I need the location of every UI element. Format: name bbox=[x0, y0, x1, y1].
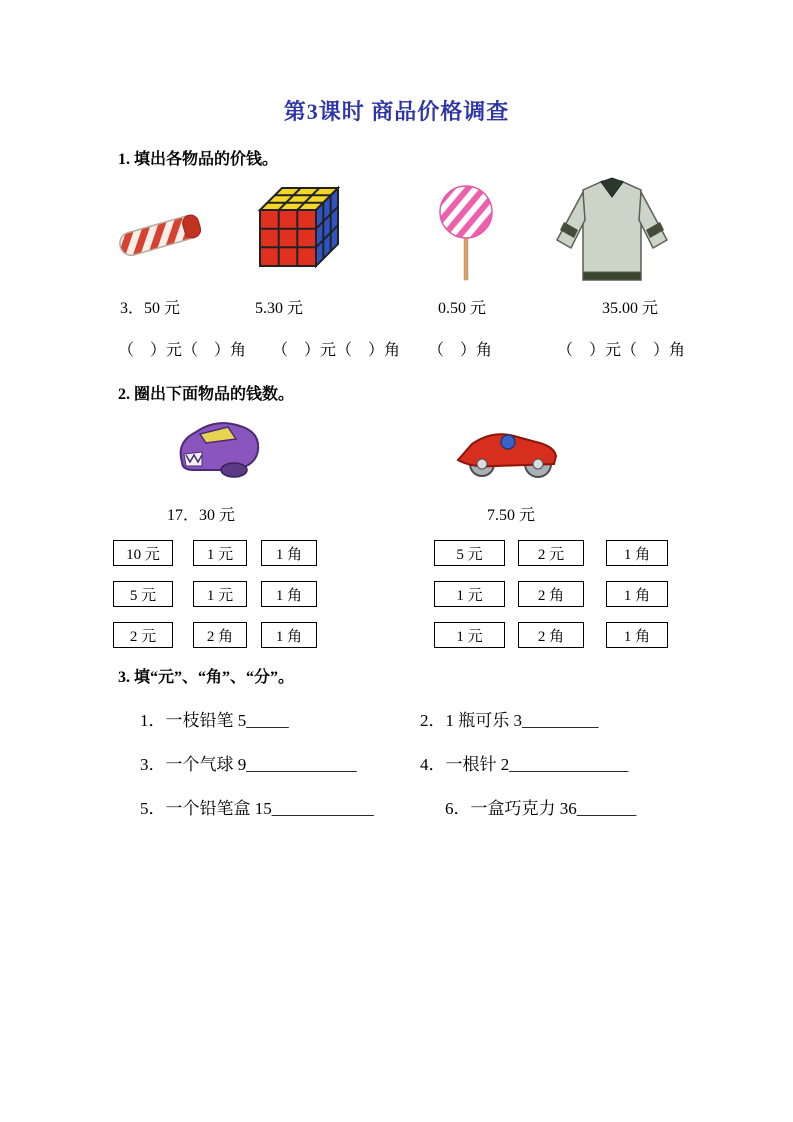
money-option-box: 2 角 bbox=[193, 622, 247, 648]
fill-item-blank: _____________ bbox=[246, 755, 357, 774]
fill-item-text: 4．一根针 2 bbox=[420, 755, 510, 774]
fill-item bbox=[140, 706, 289, 731]
money-option-box: 1 元 bbox=[434, 622, 505, 648]
item-price: 0.50 元 bbox=[438, 300, 487, 317]
rubiks-cube-image bbox=[248, 176, 340, 276]
money-option-box: 1 角 bbox=[606, 540, 668, 566]
item-price: 3．50 元 bbox=[120, 300, 181, 317]
fill-item-text: 1．一枝铅笔 5 bbox=[140, 711, 247, 730]
answer-blanks: （ ）角 bbox=[428, 342, 493, 359]
answer-blanks: （ ）元（ ）角 bbox=[557, 342, 686, 359]
money-option-box: 1 角 bbox=[261, 540, 317, 566]
answer-blanks: （ ）元（ ）角 bbox=[118, 342, 247, 359]
section2-heading: 2. 圈出下面物品的钱数。 bbox=[118, 386, 295, 403]
money-option-box: 1 角 bbox=[606, 622, 668, 648]
money-option-box: 1 元 bbox=[193, 540, 247, 566]
fill-item-blank: _________ bbox=[522, 711, 599, 730]
fill-item-blank: _______ bbox=[576, 799, 637, 818]
toy-race-car-image bbox=[452, 420, 564, 482]
fill-item-text: 5．一个铅笔盒 15 bbox=[140, 799, 272, 818]
item-price: 5.30 元 bbox=[255, 300, 304, 317]
fill-item-blank: _____ bbox=[246, 711, 289, 730]
money-option-box: 5 元 bbox=[113, 581, 173, 607]
fill-item-text: 6．一盒巧克力 36 bbox=[445, 799, 577, 818]
item-price: 7.50 元 bbox=[487, 507, 536, 524]
money-option-box: 1 角 bbox=[606, 581, 668, 607]
section3-heading: 3. 填“元”、“角”、“分”。 bbox=[118, 669, 295, 686]
lollipop-image bbox=[438, 182, 494, 282]
fill-item-text: 3．一个气球 9 bbox=[140, 755, 247, 774]
fill-item bbox=[420, 750, 628, 775]
sweater-image bbox=[545, 170, 680, 292]
answer-blanks: （ ）元（ ）角 bbox=[272, 342, 401, 359]
fill-item bbox=[445, 794, 636, 819]
fill-item-blank: ______________ bbox=[509, 755, 629, 774]
money-option-box: 1 角 bbox=[261, 622, 317, 648]
money-option-box: 2 元 bbox=[113, 622, 173, 648]
money-option-box: 1 角 bbox=[261, 581, 317, 607]
money-option-box: 5 元 bbox=[434, 540, 505, 566]
fill-item bbox=[420, 706, 599, 731]
candy-stick-image bbox=[113, 196, 208, 271]
fill-item-text: 2．1 瓶可乐 3 bbox=[420, 711, 522, 730]
toy-car-purple-image bbox=[170, 412, 266, 484]
section1-heading: 1. 填出各物品的价钱。 bbox=[118, 151, 279, 168]
money-option-box: 2 元 bbox=[518, 540, 584, 566]
money-option-box: 1 元 bbox=[434, 581, 505, 607]
fill-item-blank: ____________ bbox=[271, 799, 374, 818]
fill-item bbox=[140, 794, 374, 819]
page-title: 第3课时 商品价格调查 bbox=[283, 99, 510, 124]
money-option-box: 2 角 bbox=[518, 581, 584, 607]
money-option-box: 2 角 bbox=[518, 622, 584, 648]
money-option-box: 10 元 bbox=[113, 540, 173, 566]
item-price: 35.00 元 bbox=[602, 300, 659, 317]
item-price: 17．30 元 bbox=[167, 507, 236, 524]
money-option-box: 1 元 bbox=[193, 581, 247, 607]
fill-item bbox=[140, 750, 357, 775]
